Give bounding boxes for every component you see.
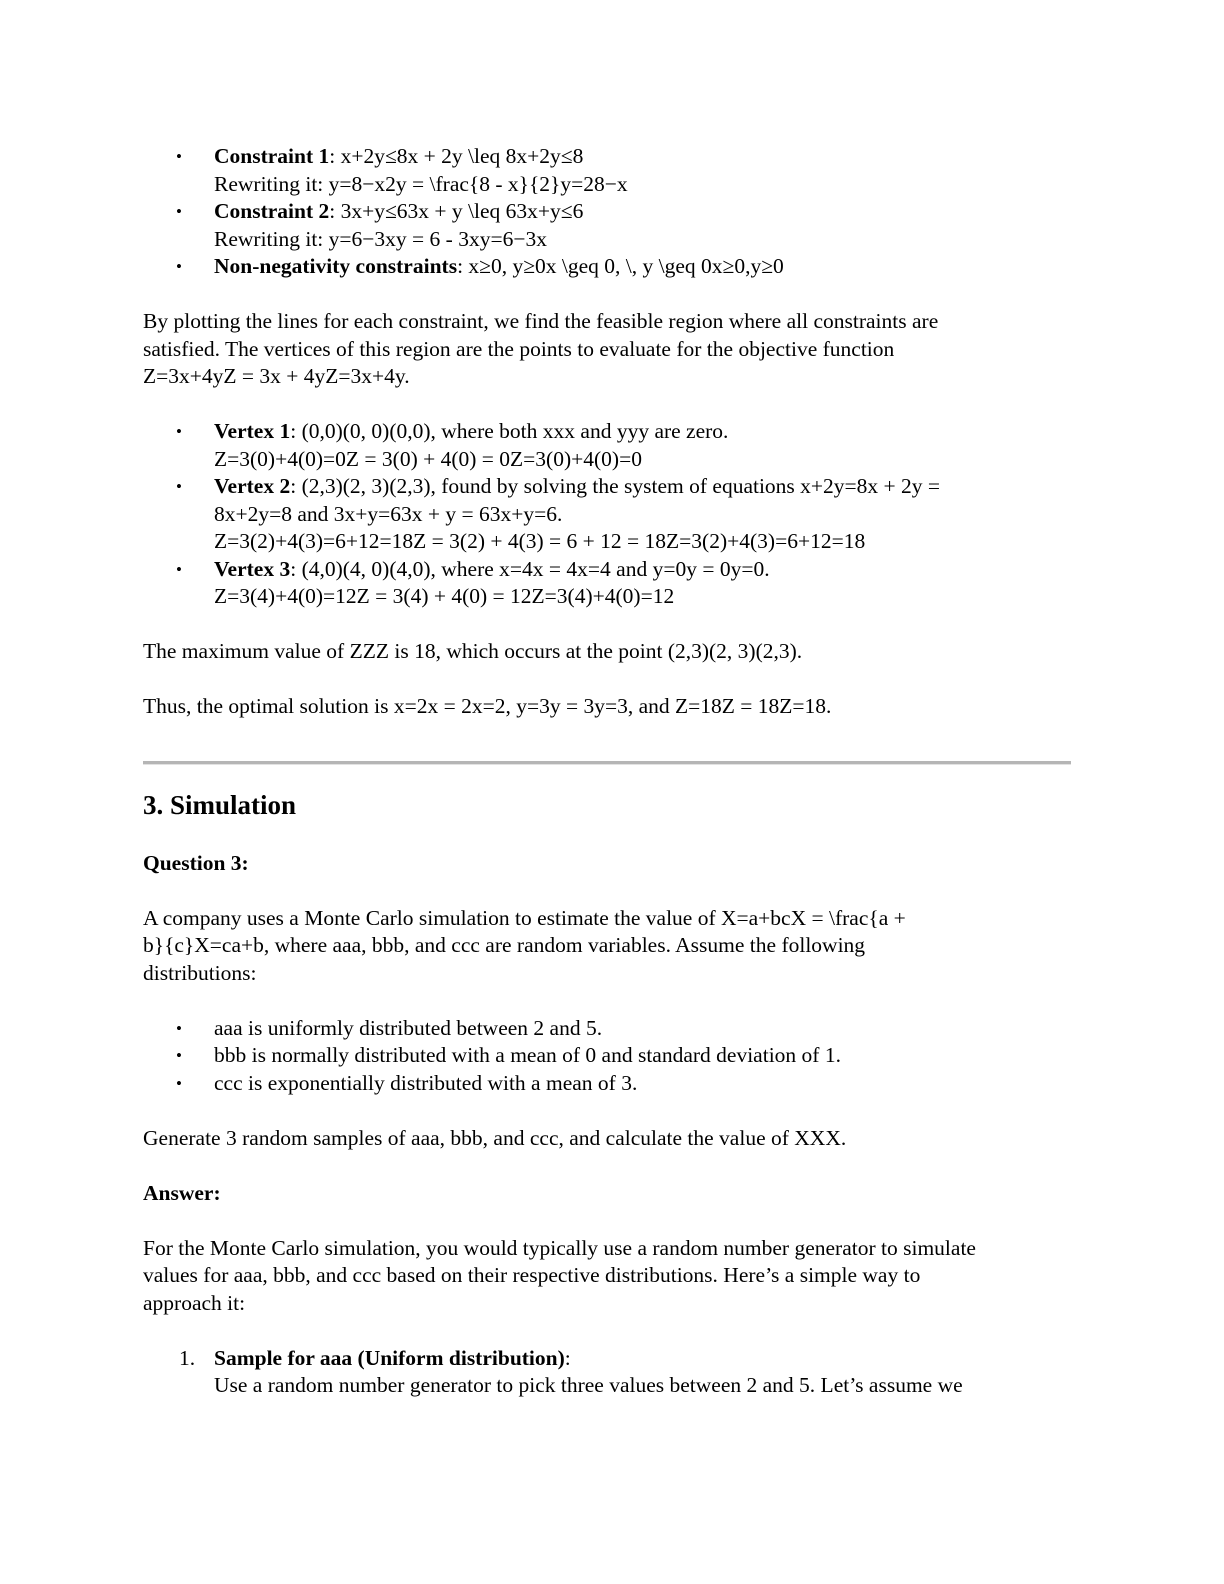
constraint-text: : 3x+y≤63x + y \leq 63x+y≤6 [329, 199, 584, 223]
list-item: • Vertex 1: (0,0)(0, 0)(0,0), where both xxx and yyy are zero. Z=3(0)+4(0)=0Z = 3(0) + 4(0) = 0Z=3(0)+4(0)=0 [176, 419, 729, 471]
steps-list [143, 1345, 1073, 1400]
answer-label: Answer: [143, 1180, 221, 1205]
feasible-region-paragraph: By plotting the lines for each constraint, we find the feasible region where all constraints are satisfied. The vertices of this region are the points to evaluate for the objective function Z=3x+4yZ = 3x + 4yZ=3x+4y. [143, 309, 939, 388]
list-item: • Vertex 2: (2,3)(2, 3)(2,3), found by solving the system of equations x+2y=8x + 2y = 8x+2y=8 and 3x+y=63x + y = 63x+y=6. Z=3(2)+4(3)=6+12=18Z = 3(2) + 4(3) = 6 + 12 = 18Z=3(2)+4(3)=6+12=18 [176, 474, 941, 553]
constraint-label: Constraint 2 [214, 199, 330, 223]
question-label: Question 3: [143, 850, 249, 875]
bullet-icon: • [176, 559, 182, 579]
list-item: • Vertex 3: (4,0)(4, 0)(4,0), where x=4x = 4x=4 and y=0y = 0y=0. Z=3(4)+4(0)=12Z = 3(4) + 4(0) = 12Z=3(4)+4(0)=12 [176, 556, 770, 608]
constraint-list [143, 143, 1073, 281]
bullet-icon: • [176, 477, 182, 496]
constraint-rewrite: Rewriting it: y=8−x2y = \frac{8 - x}{2}y=28−x [214, 171, 628, 196]
bullet-icon: • [176, 257, 182, 276]
question-paragraph: A company uses a Monte Carlo simulation to estimate the value of X=a+bcX = \frac{a + b}{c}X=ca+b, where aaa, bbb, and ccc are random variables. Assume the following distributions: [143, 905, 906, 985]
bullet-icon: • [176, 202, 182, 221]
bullet-icon: • [176, 1073, 182, 1093]
bullet-icon: • [176, 147, 182, 166]
list-item [143, 143, 1073, 198]
constraint-label: Non-negativity constraints [214, 254, 458, 278]
horizontal-divider [143, 761, 1071, 765]
vertex-label: Vertex 3 [214, 556, 291, 581]
vertex-list [143, 418, 1073, 611]
list-item: • ccc is exponentially distributed with a mean of 3. [143, 1070, 1073, 1098]
list-item [143, 198, 1073, 253]
list-item: • bbb is normally distributed with a mean of 0 and standard deviation of 1. [143, 1042, 1073, 1070]
bullet-icon: • [176, 1018, 182, 1038]
step-label: Sample for aaa (Uniform distribution) [214, 1345, 565, 1370]
constraint-rewrite: Rewriting it: y=6−3xy = 6 - 3xy=6−3x [214, 226, 547, 251]
constraint-text: : x≥0, y≥0x \geq 0, \, y \geq 0x≥0,y≥0 [457, 254, 784, 278]
bullet-icon: • [176, 1046, 182, 1065]
list-item: • aaa is uniformly distributed between 2 and 5. [143, 1015, 1073, 1043]
bullet-icon: • [176, 422, 182, 441]
distribution-list [143, 1015, 1073, 1098]
optimal-solution-sentence: Thus, the optimal solution is x=2x = 2x=2, y=3y = 3y=3, and Z=18Z = 18Z=18. [143, 694, 832, 718]
max-value-sentence: The maximum value of ZZZ is 18, which occurs at the point (2,3)(2, 3)(2,3). [143, 639, 803, 663]
task-sentence: Generate 3 random samples of aaa, bbb, and ccc, and calculate the value of XXX. [143, 1125, 847, 1150]
constraint-label: Constraint 1 [214, 144, 330, 168]
vertex-label: Vertex 1 [214, 419, 291, 443]
answer-paragraph: For the Monte Carlo simulation, you would typically use a random number generator to simulate values for aaa, bbb, and ccc based on their respective distributions. Here’s a simple way to approach it: [143, 1235, 976, 1315]
section-title: 3. Simulation [143, 790, 297, 820]
list-item: 1. Sample for aaa (Uniform distribution): Use a random number generator to pick three values between 2 and 5. Let’s assume we [179, 1345, 963, 1397]
vertex-label: Vertex 2 [214, 474, 291, 498]
step-number: 1. [179, 1345, 196, 1370]
page-content [143, 143, 1073, 1400]
constraint-text: : x+2y≤8x + 2y \leq 8x+2y≤8 [329, 144, 584, 168]
list-item [143, 253, 1073, 281]
